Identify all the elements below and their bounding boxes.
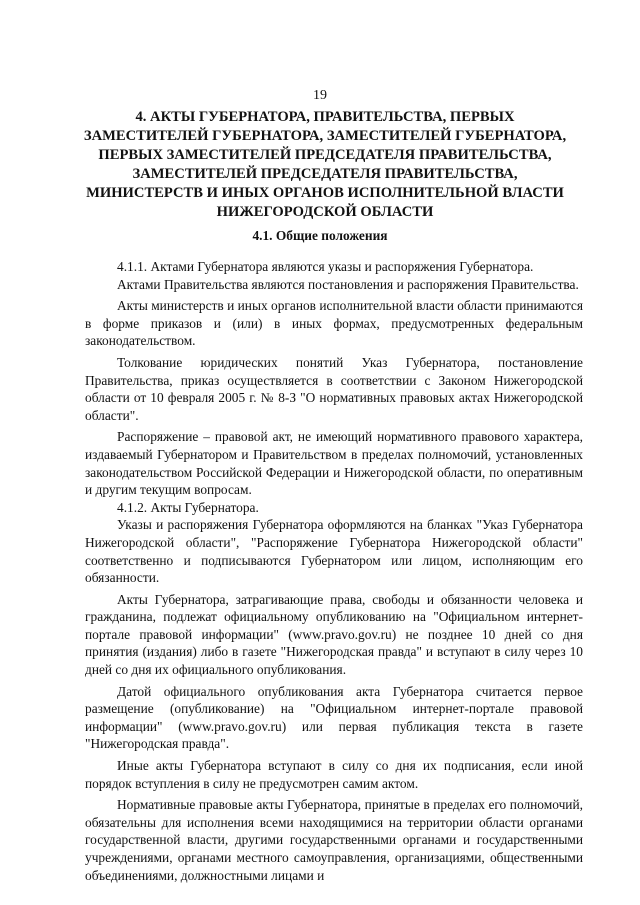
paragraph: 4.1.2. Акты Губернатора. bbox=[117, 499, 259, 515]
heading-line: МИНИСТЕРСТВ И ИНЫХ ОРГАНОВ ИСПОЛНИТЕЛЬНОЙ ВЛАСТИ bbox=[86, 185, 564, 201]
heading-line: ЗАМЕСТИТЕЛЕЙ ГУБЕРНАТОРА, ЗАМЕСТИТЕЛЕЙ ГУБЕРНАТОРА, bbox=[83, 128, 567, 144]
paragraph: Толкование юридических понятий Указ Губернатора, постановление Правительства, приказ осуществляется в соответствии с Законом Нижегородской области от 10 февраля 2005 г. № 8-З "О нормативных правовых актах Нижегородской области". bbox=[85, 354, 583, 423]
heading-line: ЗАМЕСТИТЕЛЕЙ ПРЕДСЕДАТЕЛЯ ПРАВИТЕЛЬСТВА, bbox=[132, 166, 518, 182]
paragraph: Иные акты Губернатора вступают в силу со дня их подписания, если иной порядок вступления в силу не предусмотрен самим актом. bbox=[85, 758, 583, 791]
heading-line: ПЕРВЫХ ЗАМЕСТИТЕЛЕЙ ПРЕДСЕДАТЕЛЯ ПРАВИТЕЛЬСТВА, bbox=[98, 147, 552, 163]
paragraph: Актами Правительства являются постановления и распоряжения Правительства. bbox=[117, 276, 579, 292]
paragraph: Акты министерств и иных органов исполнительной власти области принимаются в форме приказов и (или) в иных формах, предусмотренных федеральным законодательством. bbox=[85, 298, 583, 349]
paragraph: Акты Губернатора, затрагивающие права, свободы и обязанности человека и гражданина, подлежат официальному опубликованию на "Официальном интернет-портале правовой информации" (www.pravo.gov.ru) не позднее 10 дней со дня принятия (издания) либо в газете "Нижегородская правда" и вступают в силу через 10 дней со дня их официального опубликования. bbox=[85, 591, 583, 678]
heading-line: 4. АКТЫ ГУБЕРНАТОРА, ПРАВИТЕЛЬСТВА, ПЕРВЫХ bbox=[135, 109, 515, 125]
page-number: 19 bbox=[313, 88, 327, 103]
paragraph: Указы и распоряжения Губернатора оформляются на бланках "Указ Губернатора Нижегородской области", "Распоряжение Губернатора Нижегородской области" соответственно и подписываются Губернатором или лицом, исполняющим его обязанности. bbox=[85, 517, 583, 586]
paragraph: Нормативные правовые акты Губернатора, принятые в пределах его полномочий, обязательны для исполнения всеми находящимися на территории области органами государственной власти, другими государственными органами и государственными учреждениями, органами местного самоуправления, организациями, общественными объединениями, должностными лицами и bbox=[85, 797, 583, 883]
section-heading bbox=[75, 108, 575, 222]
paragraph: Распоряжение – правовой акт, не имеющий нормативного правового характера, издаваемый Губернатором и Правительством в пределах полномочий, установленных законодательством Российской Федерации и Нижегородской области, по оперативным и другим текущим вопросам. bbox=[85, 429, 583, 498]
paragraph: Датой официального опубликования акта Губернатора считается первое размещение (опубликование) на "Официальном интернет-портале правовой информации" (www.pravo.gov.ru) или первая публикация текста в газете "Нижегородская правда". bbox=[85, 683, 583, 752]
subsection-heading: 4.1. Общие положения bbox=[252, 228, 388, 243]
body-text bbox=[85, 258, 583, 888]
paragraph: 4.1.1. Актами Губернатора являются указы и распоряжения Губернатора. bbox=[117, 259, 534, 274]
heading-line: НИЖЕГОРОДСКОЙ ОБЛАСТИ bbox=[216, 204, 434, 220]
